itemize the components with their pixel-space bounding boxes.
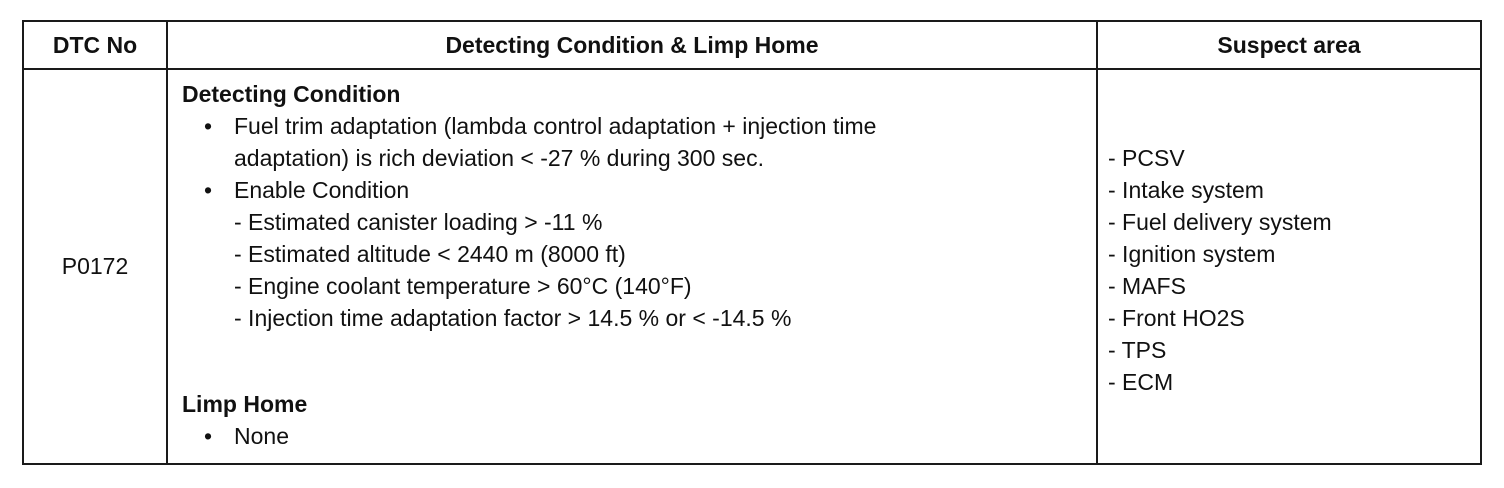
suspect-area-item: - Fuel delivery system xyxy=(1108,209,1332,235)
sub-item: - Injection time adaptation factor > 14.5 % or < -14.5 % xyxy=(234,305,792,331)
suspect-area-item: - PCSV xyxy=(1108,145,1185,171)
spacer xyxy=(182,334,1096,388)
condition-cell xyxy=(167,69,1097,464)
bullet-icon: • xyxy=(204,177,213,203)
bullet-icon: • xyxy=(204,113,213,139)
limp-home-value: None xyxy=(234,423,289,449)
bullet-text: Fuel trim adaptation (lambda control adaptation + injection time xyxy=(234,113,877,139)
enable-condition-label: Enable Condition xyxy=(234,177,410,203)
header-detecting-condition: Detecting Condition & Limp Home xyxy=(167,21,1097,69)
bullet-text-continuation: adaptation) is rich deviation < -27 % during 300 sec. xyxy=(234,145,764,171)
suspect-area-cell xyxy=(1097,69,1481,464)
suspect-area-item: - Front HO2S xyxy=(1108,305,1245,331)
header-suspect-area: Suspect area xyxy=(1097,21,1481,69)
header-dtc-no: DTC No xyxy=(23,21,167,69)
header-row xyxy=(23,21,1481,69)
suspect-area-item: - MAFS xyxy=(1108,273,1186,299)
bullet-icon: • xyxy=(204,423,213,449)
suspect-area-item: - Intake system xyxy=(1108,177,1264,203)
dtc-table xyxy=(22,20,1482,465)
bullet-item xyxy=(182,110,1096,142)
bullet-item xyxy=(182,174,1096,206)
suspect-area-item: - ECM xyxy=(1108,369,1174,395)
table-row xyxy=(23,69,1481,464)
sub-item: - Engine coolant temperature > 60°C (140°F) xyxy=(234,273,692,299)
sub-item: - Estimated altitude < 2440 m (8000 ft) xyxy=(234,241,626,267)
limp-home-heading: Limp Home xyxy=(182,391,308,417)
detecting-condition-heading: Detecting Condition xyxy=(182,81,401,107)
bullet-item xyxy=(182,420,1096,452)
sub-item: - Estimated canister loading > -11 % xyxy=(234,209,603,235)
suspect-area-item: - TPS xyxy=(1108,337,1167,363)
dtc-code: P0172 xyxy=(23,69,167,464)
suspect-area-item: - Ignition system xyxy=(1108,241,1276,267)
